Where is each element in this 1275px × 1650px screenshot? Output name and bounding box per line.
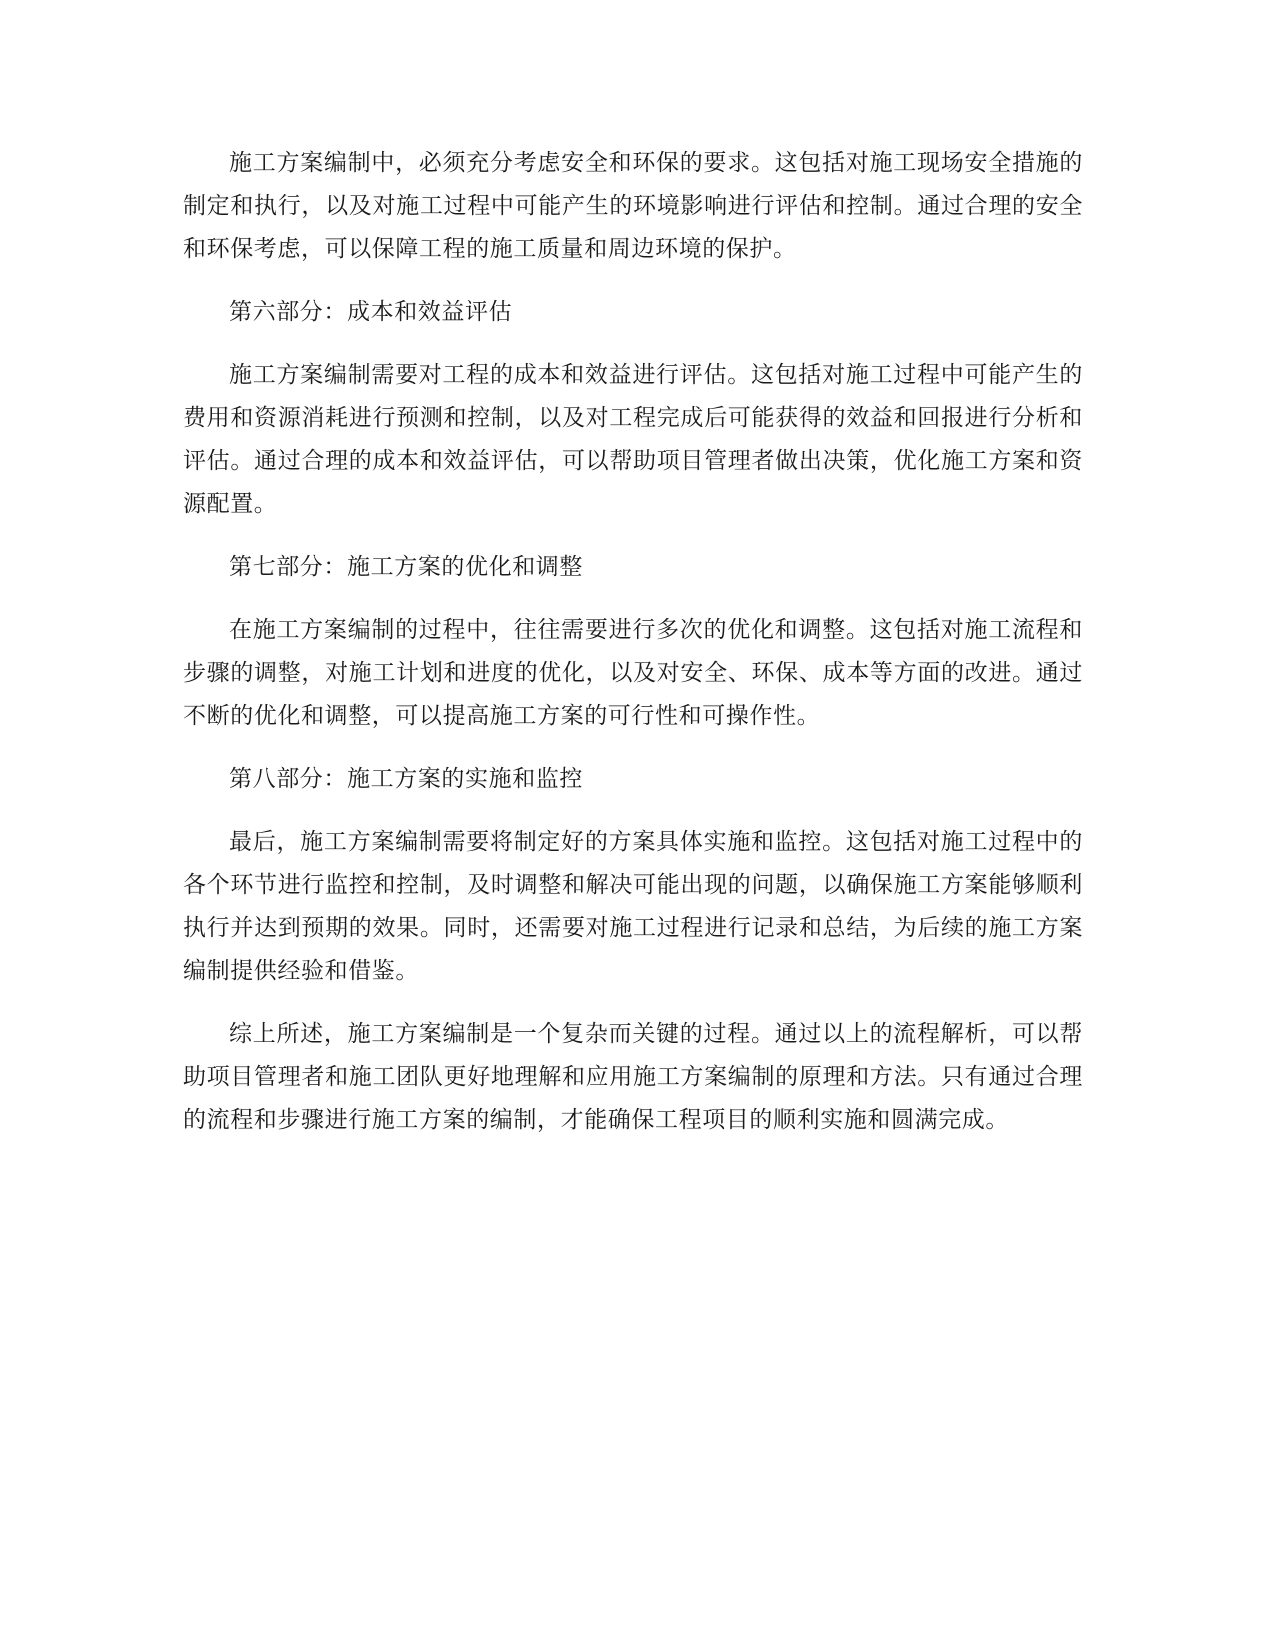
- section-heading-part-7: 第七部分：施工方案的优化和调整: [229, 554, 583, 580]
- section-heading-part-8: 第八部分：施工方案的实施和监控: [229, 766, 583, 792]
- paragraph-safety-environment: 施工方案编制中，必须充分考虑安全和环保的要求。这包括对施工现场安全措施的制定和执行，以及对施工过程中可能产生的环境影响进行评估和控制。通过合理的安全和环保考虑，可以保障工程的施工质量和周边环境的保护。: [183, 150, 1083, 262]
- paragraph-conclusion: 综上所述，施工方案编制是一个复杂而关键的过程。通过以上的流程解析，可以帮助项目管理者和施工团队更好地理解和应用施工方案编制的原理和方法。只有通过合理的流程和步骤进行施工方案的编制，才能确保工程项目的顺利实施和圆满完成。: [183, 1021, 1083, 1133]
- paragraph-optimization: 在施工方案编制的过程中，往往需要进行多次的优化和调整。这包括对施工流程和步骤的调整，对施工计划和进度的优化，以及对安全、环保、成本等方面的改进。通过不断的优化和调整，可以提高施工方案的可行性和可操作性。: [183, 617, 1083, 729]
- paragraph-implementation: 最后，施工方案编制需要将制定好的方案具体实施和监控。这包括对施工过程中的各个环节进行监控和控制，及时调整和解决可能出现的问题，以确保施工方案能够顺利执行并达到预期的效果。同时，还需要对施工过程进行记录和总结，为后续的施工方案编制提供经验和借鉴。: [183, 829, 1083, 984]
- section-heading-part-6: 第六部分：成本和效益评估: [229, 299, 513, 325]
- paragraph-cost-benefit: 施工方案编制需要对工程的成本和效益进行评估。这包括对施工过程中可能产生的费用和资源消耗进行预测和控制，以及对工程完成后可能获得的效益和回报进行分析和评估。通过合理的成本和效益评估，可以帮助项目管理者做出决策，优化施工方案和资源配置。: [183, 362, 1083, 517]
- document-body: [183, 142, 1083, 1162]
